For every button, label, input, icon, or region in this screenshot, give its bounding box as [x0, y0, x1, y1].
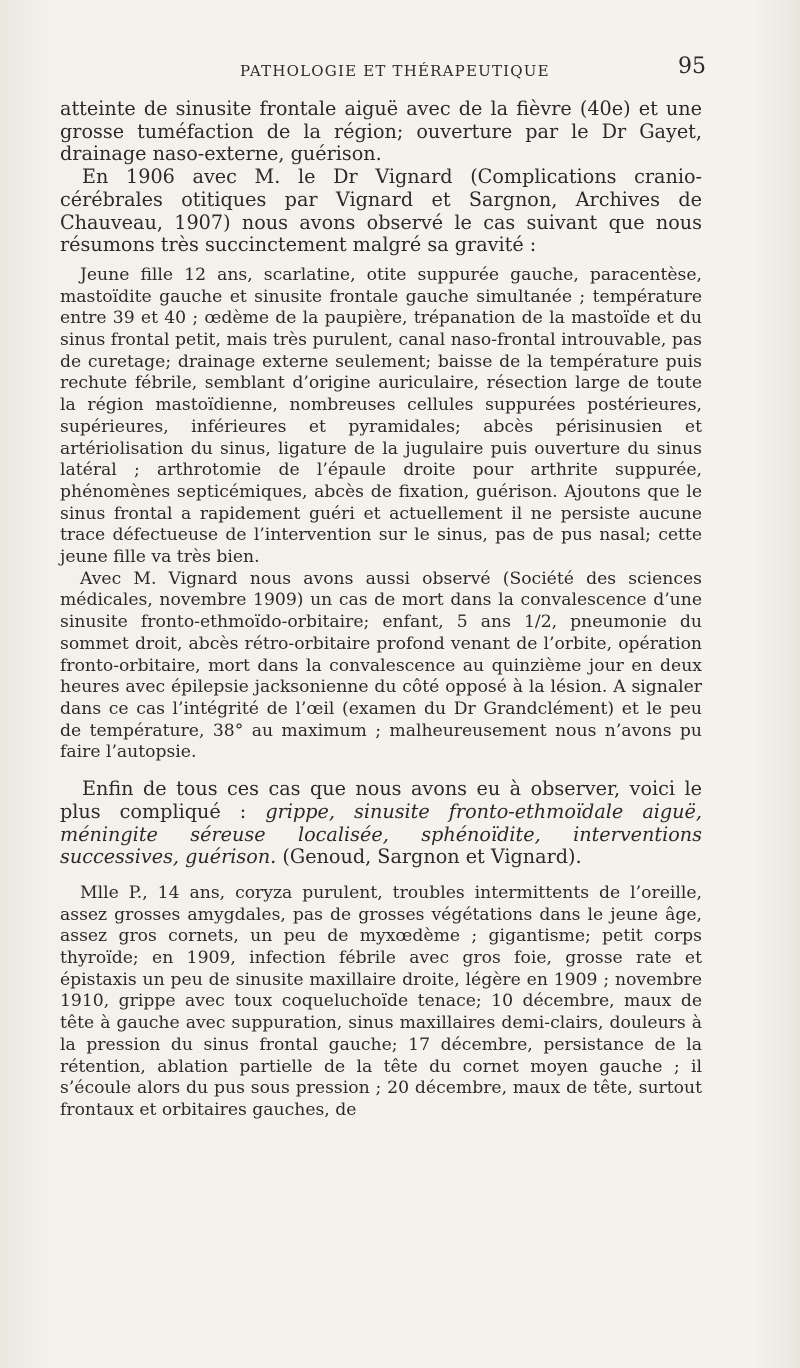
paragraph-2: En 1906 avec M. le Dr Vignard (Complications cranio-cérébrales otitiques par Vignard et Sargnon, Archives de Chauveau, 1907) nous avons observé le cas suivant que nous résumons très succinctement malgré sa gravité : [60, 165, 702, 257]
spacer [60, 764, 702, 778]
paragraph-5-lead: Enfin de tous ces cas que nous avons eu à observer, voici le plus compliqué : [60, 777, 702, 823]
page-header [60, 52, 708, 88]
spacer [60, 257, 702, 265]
case-report-2: Avec M. Vignard nous avons aussi observé (Société des sciences médicales, novembre 1909) un cas de mort dans la convalescence d’une sinusite fronto-ethmoïdo-orbitaire; enfant, 5 ans 1/2, pneumonie du sommet droit, abcès rétro-orbitaire profond venant de l’orbite, opération fronto-orbitaire, mort dans la convalescence au quinzième jour en deux heures avec épilepsie jacksonienne du côté opposé à la lésion. A signaler dans ce cas l’intégrité de l’œil (examen du Dr Grandclément) et le peu de température, 38° au maximum ; malheureusement nous n’avons pu faire l’autopsie. [60, 568, 702, 763]
paragraph-5-tail: (Genoud, Sargnon et Vignard). [276, 845, 582, 869]
case-report-1: Jeune fille 12 ans, scarlatine, otite suppurée gauche, paracentèse, mastoïdite gauche et sinusite frontale gauche simultanée ; température entre 39 et 40 ; œdème de la paupière, trépanation de la mastoïde et du sinus frontal petit, mais très purulent, canal naso-frontal introuvable, pas de curetage; drainage externe seulement; baisse de la température puis rechute fébrile, semblant d’origine auriculaire, résection large de toute la région mastoïdienne, nombreuses cellules suppurées postérieures, supérieures, inférieures et pyramidales; abcès périsinusien et artériolisation du sinus, ligature de la jugulaire puis ouverture du sinus latéral ; arthrotomie de l’épaule droite pour arthrite suppurée, phénomènes septicémiques, abcès de fixation, guérison. Ajoutons que le sinus frontal a rapidement guéri et actuellement il ne persiste aucune trace défectueuse de l’intervention sur le sinus, pas de pus nasal; cette jeune fille va très bien. [60, 264, 702, 568]
case-title-italic: grippe, sinusite fronto-ethmoïdale aiguë, méningite séreuse localisée, sphénoïdite, interventions successives, guérison. [60, 799, 702, 869]
paragraph-5 [60, 778, 702, 869]
case-report-3: Mlle P., 14 ans, coryza purulent, troubles intermittents de l’oreille, assez grosses amygdales, pas de grosses végétations dans le jeune âge, assez gros cornets, un peu de myxœdème ; gigantisme; petit corps thyroïde; en 1909, infection fébrile avec gros foie, grosse rate et épistaxis un peu de sinusite maxillaire droite, légère en 1909 ; novembre 1910, grippe avec toux coqueluchoïde tenace; 10 décembre, maux de tête à gauche avec suppuration, sinus maxillaires demi-clairs, douleurs à la pression du sinus frontal gauche; 17 décembre, persistance de la rétention, ablation partielle de la tête du cornet moyen gauche ; il s’écoule alors du pus sous pression ; 20 décembre, maux de tête, surtout frontaux et orbitaires gauches, de [60, 882, 702, 1120]
spacer [60, 869, 702, 883]
running-title: PATHOLOGIE ET THÉRAPEUTIQUE [240, 62, 550, 80]
body-text [60, 98, 702, 1122]
paragraph-1: atteinte de sinusite frontale aiguë avec de la fièvre (40e) et une grosse tuméfaction de la région; ouverture par le Dr Gayet, drainage naso-externe, guérison. [60, 97, 702, 166]
page-number: 95 [678, 54, 706, 79]
